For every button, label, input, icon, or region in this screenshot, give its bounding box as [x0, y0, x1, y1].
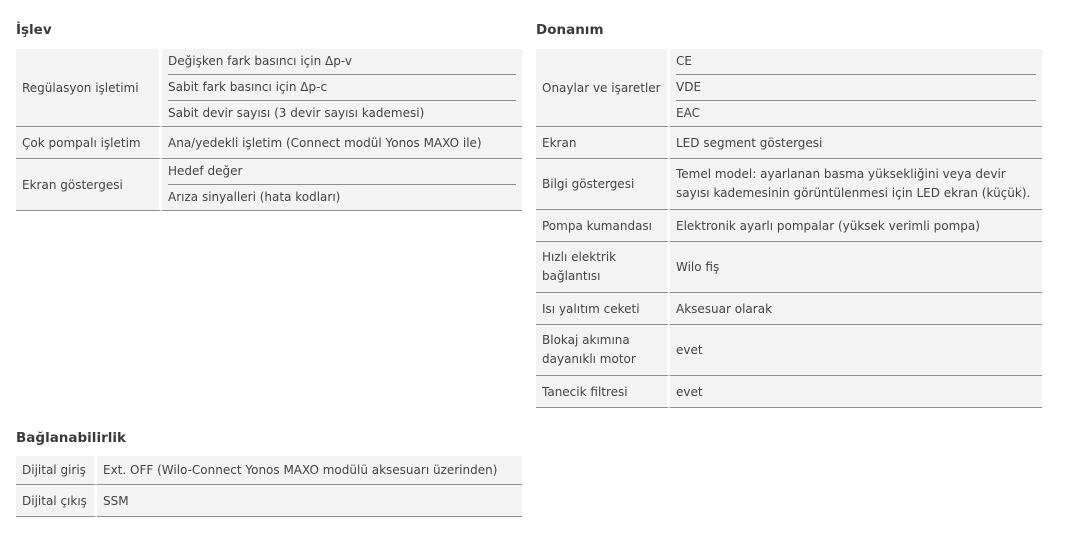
row-label: Hızlı elektrik bağlantısı	[536, 242, 670, 293]
row-value	[670, 49, 1042, 127]
value-item: Değişken fark basıncı için Δp-v	[168, 54, 352, 68]
row-label: Ekran göstergesi	[16, 159, 162, 211]
table-row	[536, 325, 1042, 376]
row-value: Elektronik ayarlı pompalar (yüksek verimli pompa)	[670, 210, 1042, 242]
islev-section	[16, 20, 522, 211]
value-item: VDE	[676, 74, 1036, 100]
row-value: Ext. OFF (Wilo-Connect Yonos MAXO modülü aksesuarı üzerinden)	[97, 456, 522, 485]
value-item: Sabit fark basıncı için Δp-c	[168, 74, 516, 100]
value-item: Arıza sinyalleri (hata kodları)	[168, 184, 516, 210]
table-row	[536, 293, 1042, 325]
row-label: Onaylar ve işaretler	[536, 49, 670, 127]
row-value: Aksesuar olarak	[670, 293, 1042, 325]
baglanabilirlik-section	[16, 428, 522, 517]
donanim-table	[536, 49, 1042, 408]
baglanabilirlik-title: Bağlanabilirlik	[16, 430, 126, 446]
row-label: Dijital çıkış	[16, 485, 97, 517]
row-value: evet	[670, 325, 1042, 376]
value-item: EAC	[676, 100, 1036, 126]
row-label: Isı yalıtım ceketi	[536, 293, 670, 325]
row-label: Dijital giriş	[16, 456, 97, 485]
baglanabilirlik-table	[16, 456, 522, 517]
table-row	[16, 127, 522, 159]
table-row	[536, 242, 1042, 293]
table-row	[536, 49, 1042, 127]
value-item: Sabit devir sayısı (3 devir sayısı kademesi)	[168, 100, 516, 126]
table-row	[16, 159, 522, 211]
donanim-section	[536, 20, 1042, 408]
row-value: Wilo fiş	[670, 242, 1042, 293]
table-row	[536, 159, 1042, 210]
table-row	[536, 127, 1042, 159]
value-item: CE	[676, 54, 692, 68]
row-value	[162, 49, 522, 127]
row-label: Ekran	[536, 127, 670, 159]
row-label: Regülasyon işletimi	[16, 49, 162, 127]
table-row	[16, 49, 522, 127]
table-row	[536, 210, 1042, 242]
islev-table	[16, 49, 522, 211]
row-label: Bilgi göstergesi	[536, 159, 670, 210]
row-label: Çok pompalı işletim	[16, 127, 162, 159]
row-value: Temel model: ayarlanan basma yüksekliğini veya devir sayısı kademesinin görüntülenmesi için LED ekran (küçük).	[670, 159, 1042, 210]
row-label: Tanecik filtresi	[536, 376, 670, 408]
row-value: LED segment göstergesi	[670, 127, 1042, 159]
table-row	[16, 485, 522, 517]
row-label: Pompa kumandası	[536, 210, 670, 242]
islev-title: İşlev	[16, 22, 52, 38]
row-value: Ana/yedekli işletim (Connect modül Yonos MAXO ile)	[162, 127, 522, 159]
row-value: evet	[670, 376, 1042, 408]
row-value: SSM	[97, 485, 522, 517]
table-row	[16, 456, 522, 485]
table-row	[536, 376, 1042, 408]
value-item: Hedef değer	[168, 164, 243, 178]
row-label: Blokaj akımına dayanıklı motor	[536, 325, 670, 376]
row-value	[162, 159, 522, 211]
donanim-title: Donanım	[536, 22, 604, 38]
